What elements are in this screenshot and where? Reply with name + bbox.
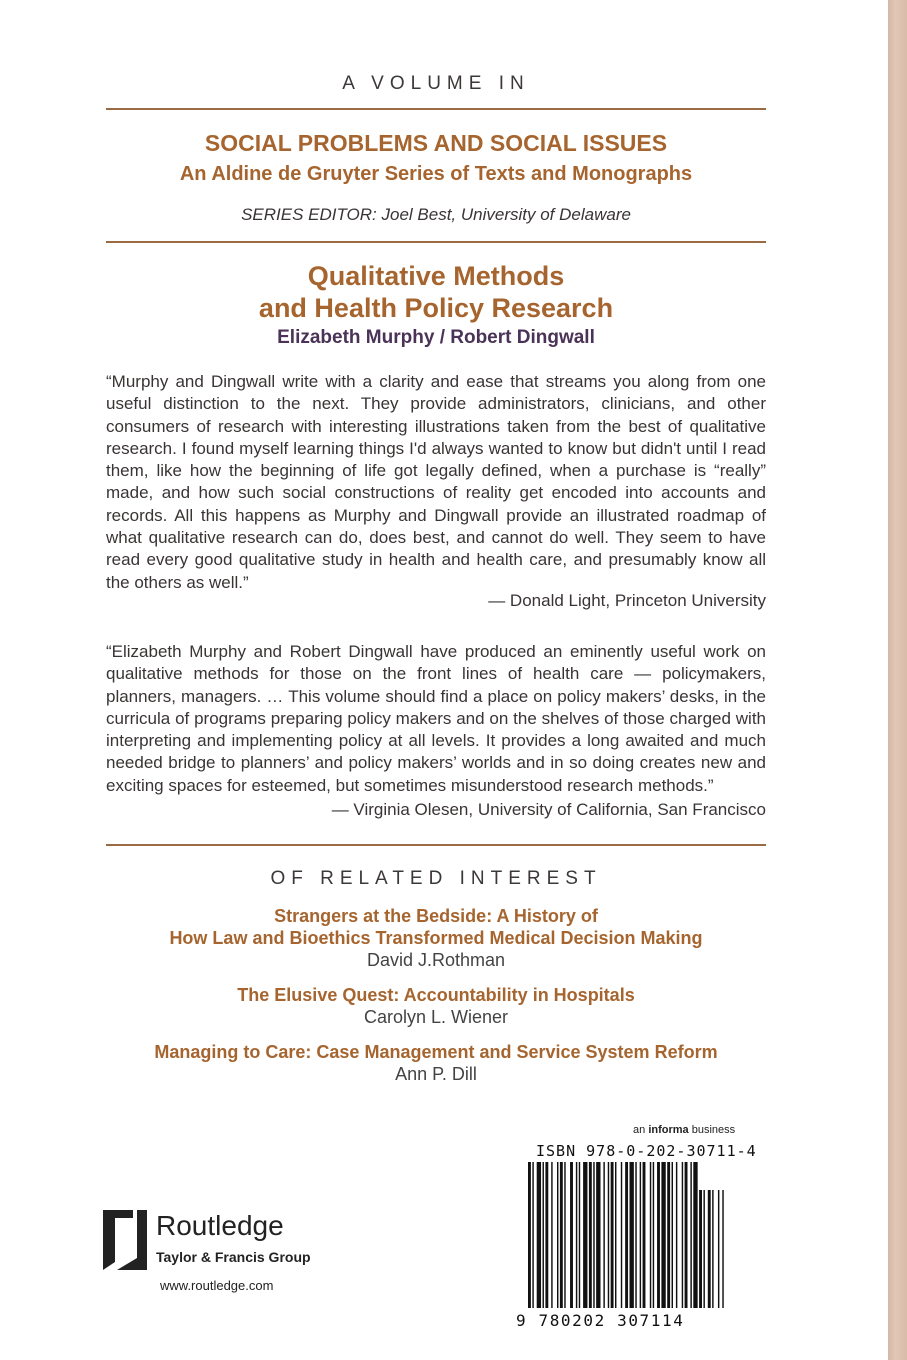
related-author: Carolyn L. Wiener — [363, 1007, 509, 1027]
review-quote-light: “Murphy and Dingwall write with a clarity and ease that streams you along from one useful distinction to the next. They provide administrators, clinicians, and other consumers of research with interesting illustrations taken from the best of qualitative research. I found myself learning things I'd always wanted to know but didn't until I read them, like how the beginning of life got legally defined, when a purchase is “really” made, and how such social constructions of reality get encoded into accounts and records. All this happens as Murphy and Dingwall provide an illustrated roadmap of what qualitative research can do, does best, and cannot do well. They seem to have read every good qualitative study in health and health care, and presumably know all the others as well.” — [106, 372, 766, 592]
book-title-line2: and Health Policy Research — [258, 293, 614, 323]
barcode-icon — [528, 1162, 784, 1314]
related-item — [106, 984, 766, 1028]
volume-in-label: A VOLUME IN — [342, 73, 530, 94]
related-divider — [106, 844, 766, 846]
related-title-line2: How Law and Bioethics Transformed Medical Decision Making — [169, 928, 703, 948]
series-divider — [106, 241, 766, 243]
routledge-logo-icon — [103, 1208, 149, 1272]
book-authors: Elizabeth Murphy / Robert Dingwall — [277, 327, 595, 348]
top-divider — [106, 108, 766, 110]
related-title-line1: Managing to Care: Case Management and Service System Reform — [154, 1042, 718, 1062]
related-title-line1: The Elusive Quest: Accountability in Hospitals — [237, 985, 635, 1005]
related-title-line1: Strangers at the Bedside: A History of — [274, 906, 598, 926]
informa-business-label: an informa business — [633, 1124, 736, 1136]
book-spine-edge — [888, 0, 907, 1360]
related-author: Ann P. Dill — [395, 1064, 477, 1084]
related-author: David J.Rothman — [366, 950, 506, 970]
related-item — [106, 1041, 766, 1085]
publisher-url: www.routledge.com — [160, 1278, 274, 1293]
review-attribution-olesen: — Virginia Olesen, University of California, San Francisco — [331, 800, 766, 819]
book-title-line1: Qualitative Methods — [307, 261, 565, 291]
barcode-digits: 9 780202 307114 — [516, 1311, 685, 1330]
isbn-text: ISBN 978-0-202-30711-4 — [536, 1142, 757, 1160]
related-item — [106, 905, 766, 971]
publisher-group: Taylor & Francis Group — [156, 1249, 311, 1265]
review-quote-olesen: “Elizabeth Murphy and Robert Dingwall have produced an eminently useful work on qualitative methods for those on the front lines of health care — policymakers, planners, managers. … This volume should find a place on policy makers’ desks, in the curricula of programs preparing policy makers and on the shelves of those charged with interpreting and implementing policy at all levels. It provides a long awaited and much needed bridge to planners’ and policy makers’ worlds and in so doing creates new and exciting spaces for esteemed, but sometimes misunderstood research methods.” — [106, 642, 766, 795]
related-heading: OF RELATED INTEREST — [270, 868, 602, 889]
series-editor: SERIES EDITOR: Joel Best, University of Delaware — [241, 205, 631, 224]
publisher-name: Routledge — [156, 1210, 284, 1241]
series-title: SOCIAL PROBLEMS AND SOCIAL ISSUES — [204, 130, 668, 156]
review-attribution-light: — Donald Light, Princeton University — [488, 591, 766, 610]
series-subtitle: An Aldine de Gruyter Series of Texts and Monographs — [179, 163, 693, 185]
